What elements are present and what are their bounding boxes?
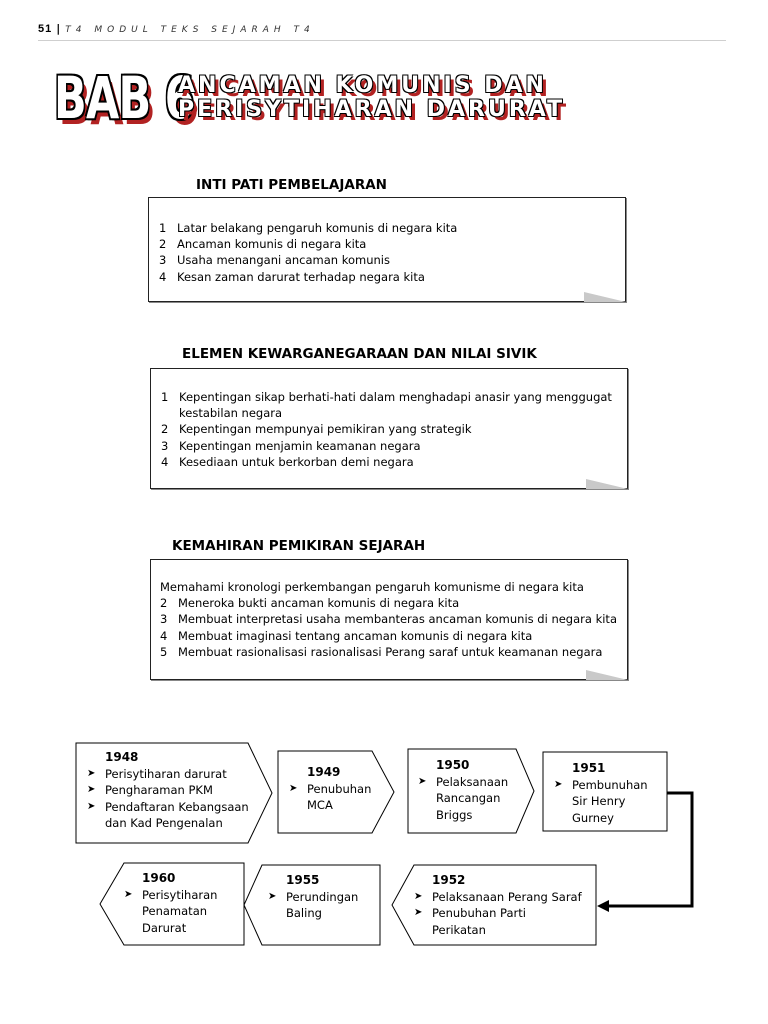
event-items (268, 889, 378, 922)
timeline-event-1948 (87, 749, 252, 832)
arrow-bullet-icon: ➤ (418, 775, 427, 787)
arrow-bullet-icon: ➤ (87, 800, 96, 812)
list-item: 3 Kepentingan menjamin keamanan negara (161, 438, 421, 453)
arrow-bullet-icon: ➤ (414, 907, 423, 918)
elemen-heading: ELEMEN KEWARGANEGARAAN DAN NILAI SIVIK (182, 346, 537, 362)
timeline-event-1955 (268, 872, 378, 922)
list-item: 4 Kesediaan untuk berkorban demi negara (161, 454, 414, 469)
event-year: 1950 (436, 758, 470, 772)
arrow-bullet-icon: ➤ (289, 782, 298, 794)
list-item: 1 Latar belakang pengaruh komunis di negara kita (159, 221, 458, 235)
kemahiran-intro: Memahami kronologi perkembangan pengaruh komunisme di negara kita (160, 580, 584, 594)
list-item: ➤ Pengharaman PKM (87, 783, 213, 797)
list-item: ➤ Perisytiharan darurat (87, 766, 227, 781)
list-item: 1 Kepentingan sikap berhati-hati dalam menghadapi anasir yang menggugat kestabilan negara (161, 390, 612, 421)
list-item: 3 Usaha menangani ancaman komunis (159, 253, 390, 268)
arrow-bullet-icon: ➤ (87, 767, 96, 779)
event-year: 1949 (307, 765, 341, 779)
event-year: 1951 (572, 761, 606, 775)
chapter-title-line-1: ANCAMAN KOMUNIS DAN (178, 73, 547, 98)
timeline-event-1950 (418, 757, 518, 823)
event-year: 1952 (432, 873, 466, 887)
header-separator: | (56, 22, 62, 35)
event-items (289, 781, 381, 814)
chapter-number: BAB 6 (54, 64, 194, 132)
event-items (414, 889, 596, 939)
header-module-title: T4 MODUL TEKS SEJARAH T4 (65, 25, 315, 35)
list-item: ➤ Penubuhan Parti Perikatan (414, 906, 526, 937)
event-items (554, 777, 662, 827)
list-item: 4 Kesan zaman darurat terhadap negara kita (159, 269, 425, 284)
chapter-title-line-2: PERISYTIHARAN DARURAT (178, 97, 566, 122)
timeline-connector-arrowhead (597, 900, 609, 912)
list-item: ➤ Pelaksanaan Perang Saraf (414, 889, 582, 904)
page-number: 51 (38, 23, 53, 35)
list-item: ➤ Pembunuhan Sir Henry Gurney (554, 777, 648, 825)
list-item: 4 Membuat imaginasi tentang ancaman komunis di negara kita (160, 628, 533, 643)
arrow-bullet-icon: ➤ (268, 890, 277, 902)
arrow-bullet-icon: ➤ (124, 888, 133, 900)
list-item: ➤ Pendaftaran Kebangsaan dan Kad Pengenalan (87, 799, 249, 830)
event-year: 1948 (105, 750, 139, 764)
timeline-event-1960 (124, 870, 234, 936)
timeline-event-1951 (554, 760, 662, 826)
event-items (124, 887, 234, 937)
event-year: 1955 (286, 873, 320, 887)
arrow-bullet-icon: ➤ (87, 784, 96, 795)
timeline-event-1949 (289, 764, 381, 814)
kemahiran-heading: KEMAHIRAN PEMIKIRAN SEJARAH (172, 538, 426, 554)
list-item: 5 Membuat rasionalisasi rasionalisasi Perang saraf untuk keamanan negara (160, 644, 603, 659)
arrow-bullet-icon: ➤ (554, 778, 563, 790)
inti-pati-heading: INTI PATI PEMBELAJARAN (196, 177, 387, 193)
event-items (87, 766, 252, 832)
list-item: 2 Ancaman komunis di negara kita (159, 237, 367, 252)
event-year: 1960 (142, 871, 176, 885)
timeline-event-1952 (414, 872, 596, 938)
list-item: 2 Kepentingan mempunyai pemikiran yang strategik (161, 422, 472, 437)
list-item: ➤ Penubuhan MCA (289, 781, 372, 812)
list-item: ➤ Perisytiharan Penamatan Darurat (124, 887, 218, 935)
arrow-bullet-icon: ➤ (414, 890, 423, 902)
list-item: ➤ Perundingan Baling (268, 889, 359, 920)
list-item: ➤ Pelaksanaan Rancangan Briggs (418, 774, 509, 822)
list-item: 3 Membuat interpretasi usaha membanteras ancaman komunis di negara kita (160, 612, 617, 627)
event-items (418, 774, 518, 824)
list-item: 2 Meneroka bukti ancaman komunis di negara kita (160, 596, 460, 611)
